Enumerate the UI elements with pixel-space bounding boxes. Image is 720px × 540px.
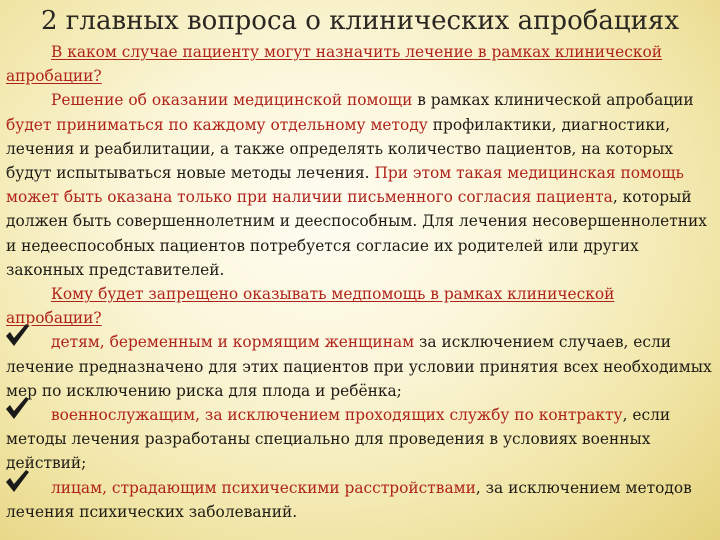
answer-1-part-6: , который должен быть совершеннолетним и дееспособным. Для лечения несовершеннолетних и недееспособных пациентов потребуется согласие их родителей или других законных представителей. <box>6 188 707 279</box>
checkmark-icon <box>4 322 30 348</box>
answer-1-part-3: будет приниматься по каждому отдельному методу <box>6 115 428 134</box>
checkmark-icon <box>4 395 30 421</box>
slide-body <box>6 40 714 524</box>
answer-1-part-2: в рамках клинической апробации <box>412 91 694 110</box>
bullet-item-military-highlight: военнослужащим, за исключением проходящих службу по контракту <box>51 406 623 425</box>
bullet-item-military-text: , если методы лечения разработаны специально для проведения в условиях военных действий; <box>6 406 671 473</box>
question-2: Кому будет запрещено оказывать медпомощь в рамках клинической апробации? <box>6 285 615 328</box>
bullet-item-military <box>6 403 714 476</box>
bullet-item-children <box>6 330 714 403</box>
bullet-item-children-text: за исключением случаев, если лечение предназначено для этих пациентов при условии принятия всех необходимых мер по исключению риска для плода и ребёнка; <box>6 333 712 400</box>
answer-1 <box>6 88 714 282</box>
slide-title: 2 главных вопроса о клинических апробациях <box>41 6 679 36</box>
checkmark-icon <box>4 468 30 494</box>
bullet-item-mental-highlight: лицам, страдающим психическими расстройствами <box>51 478 476 497</box>
answer-1-part-4: профилактики, диагностики, лечения и реабилитации, а также определять количество пациентов, на которых будут испытываться новые методы лечения. <box>6 115 674 183</box>
answer-1-part-1: Решение об оказании медицинской помощи <box>51 91 413 110</box>
bullet-item-children-highlight: детям, беременным и кормящим женщинам <box>51 333 415 352</box>
answer-1-part-5: При этом такая медицинская помощь может быть оказана только при наличии письменного согласия пациента <box>6 164 684 207</box>
question-1: В каком случае пациенту могут назначить лечение в рамках клинической апробации? <box>6 43 663 86</box>
bullet-item-mental-text: , за исключением методов лечения психических заболеваний. <box>6 478 692 521</box>
bullet-item-mental <box>6 476 714 524</box>
